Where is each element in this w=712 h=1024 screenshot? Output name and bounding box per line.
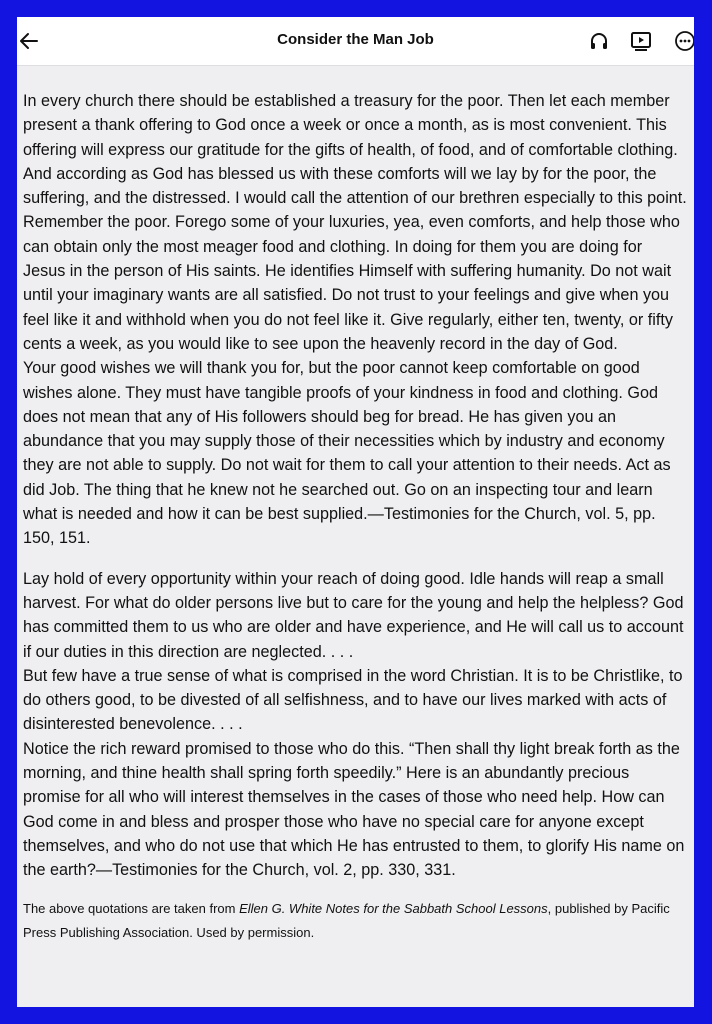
reading-content <box>23 89 688 945</box>
paragraph: Your good wishes we will thank you for, but the poor cannot keep comfortable on good wishes alone. They must have tangible proofs of your kindness in food and clothing. God does not mean that any of His followers should beg for bread. He has given you an abundance that you may supply those of their necessities which by industry and economy they are not able to supply. Do not wait for them to call your attention to their needs. Act as did Job. The thing that he knew not he searched out. Go on an inspecting tour and learn what is needed and how it can be best supplied.—Testimonies for the Church, vol. 5, pp. 150, 151. <box>23 359 671 548</box>
paragraph: Notice the rich reward promised to those who do this. “Then shall thy light break forth as the morning, and thine health shall spring forth speedily.” Here is an abundantly precious promise for all who will interest themselves in the cases of those who need help. How can God come in and bless and prosper those who have no special care for anyone except themselves, and who do not use that which He has entrusted to them, to glorify His name on the earth?—Testimonies for the Church, vol. 2, pp. 330, 331. <box>23 739 685 880</box>
top-bar <box>17 17 694 66</box>
more-options-icon[interactable] <box>673 29 694 53</box>
paragraph: In every church there should be established a treasury for the poor. Then let each member present a thank offering to God once a week or once a month, as is most convenient. This offering will express our gratitude for the gifts of health, of food, and of comfortable clothing. And according as God has blessed us with these comforts will we lay by for the poor, the suffering, and the distressed. I would call the attention of our brethren especially to this point. Remember the poor. Forego some of your luxuries, yea, even comforts, and help those who can obtain only the most meager food and clothing. In doing for them you are doing for Jesus in the person of His saints. He identifies Himself with suffering humanity. Do not wait until your imaginary wants are all satisfied. Do not trust to your feelings and give when you feel like it and withhold when you do not feel like it. Give regularly, either ten, twenty, or fifty cents a week, as you would like to see upon the heavenly record in the day of God. <box>23 92 687 353</box>
footnote-suffix: , published by Pacific Press Publishing Association. Used by permission. <box>23 900 670 940</box>
footnote-prefix: The above quotations are taken from <box>23 900 240 916</box>
page-title: Consider the Man Job <box>277 31 434 48</box>
footnote-book-title: Ellen G. White Notes for the Sabbath School Lessons <box>239 900 548 916</box>
app-window <box>17 17 694 1007</box>
paragraph: But few have a true sense of what is comprised in the word Christian. It is to be Christlike, to do others good, to be divested of all selfishness, and to have our lives marked with acts of disinterested benevolence. . . . <box>23 666 683 734</box>
paragraph: Lay hold of every opportunity within your reach of doing good. Idle hands will reap a small harvest. For what do older persons live but to care for the young and help the helpless? God has committed them to us who are older and have experience, and He will call us to account if our duties in this direction are neglected. . . . <box>23 569 684 661</box>
play-video-icon[interactable] <box>629 29 653 53</box>
headphones-icon[interactable] <box>587 29 611 53</box>
footnote <box>23 897 688 945</box>
